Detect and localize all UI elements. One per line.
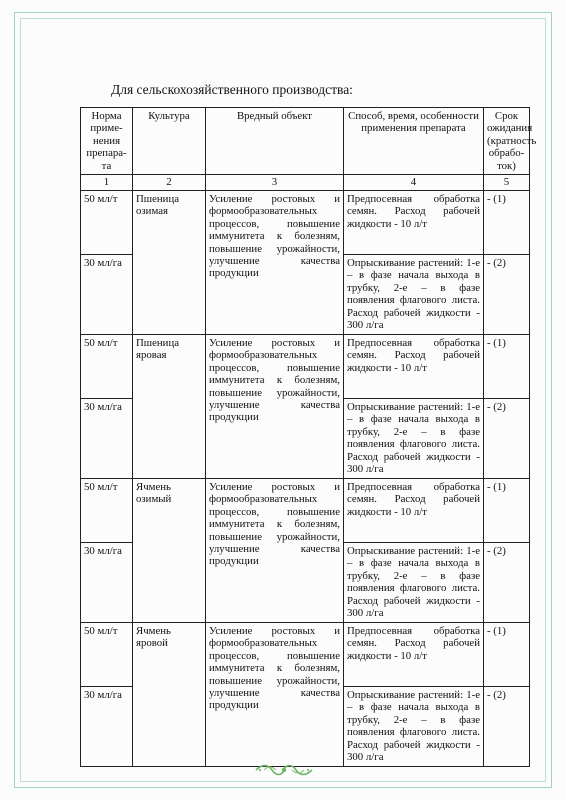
waiting-cell: - (2) (484, 543, 530, 623)
col-number: 1 (81, 175, 133, 191)
crop-cell: Ячмень яровой (133, 623, 206, 767)
method-cell: Опрыскивание растений: 1-е – в фазе начала выхода в трубку, 2-е – в фазе появления флагового листа. Расход рабочей жидкости - 300 л/га (344, 399, 484, 479)
dose-cell: 50 мл/т (81, 479, 133, 543)
ornament-icon (254, 763, 314, 777)
table-row (81, 623, 530, 687)
table-row (81, 335, 530, 399)
col-header-waiting: Срок ожидания (кратность обрабо-ток) (484, 108, 530, 175)
dose-cell: 50 мл/т (81, 623, 133, 687)
method-cell: Предпосевная обработка семян. Расход рабочей жидкости - 10 л/т (344, 335, 484, 399)
col-header-crop: Культура (133, 108, 206, 175)
table-row (81, 191, 530, 255)
table-row (81, 479, 530, 543)
target-cell: Усиление ростовых и формообразовательных процессов, повышение иммунитета к болезням, повышение урожайности, улучшение качества продукции (206, 479, 344, 623)
col-number: 4 (344, 175, 484, 191)
target-cell: Усиление ростовых и формообразовательных процессов, повышение иммунитета к болезням, повышение урожайности, улучшение качества продукции (206, 335, 344, 479)
method-cell: Предпосевная обработка семян. Расход рабочей жидкости - 10 л/т (344, 623, 484, 687)
column-number-row (81, 175, 530, 191)
dose-cell: 30 мл/га (81, 399, 133, 479)
col-header-method: Способ, время, особенности применения препарата (344, 108, 484, 175)
method-cell: Предпосевная обработка семян. Расход рабочей жидкости - 10 л/т (344, 479, 484, 543)
application-table (80, 107, 537, 767)
waiting-cell: - (1) (484, 191, 530, 255)
target-cell: Усиление ростовых и формообразовательных процессов, повышение иммунитета к болезням, повышение урожайности, улучшение качества продукции (206, 623, 344, 767)
waiting-cell: - (1) (484, 335, 530, 399)
crop-cell: Пшеница озимая (133, 191, 206, 335)
col-header-rate: Норма приме-нения препара-та (81, 108, 133, 175)
dose-cell: 50 мл/т (81, 191, 133, 255)
crop-cell: Пшеница яровая (133, 335, 206, 479)
table-header-row (81, 108, 530, 175)
col-number: 3 (206, 175, 344, 191)
dose-cell: 50 мл/т (81, 335, 133, 399)
col-header-target: Вредный объект (206, 108, 344, 175)
dose-cell: 30 мл/га (81, 255, 133, 335)
waiting-cell: - (2) (484, 687, 530, 767)
method-cell: Опрыскивание растений: 1-е – в фазе начала выхода в трубку, 2-е – в фазе появления флагового листа. Расход рабочей жидкости - 300 л/га (344, 543, 484, 623)
method-cell: Предпосевная обработка семян. Расход рабочей жидкости - 10 л/т (344, 191, 484, 255)
waiting-cell: - (1) (484, 479, 530, 543)
col-number: 5 (484, 175, 530, 191)
crop-cell: Ячмень озимый (133, 479, 206, 623)
waiting-cell: - (1) (484, 623, 530, 687)
target-cell: Усиление ростовых и формообразовательных процессов, повышение иммунитета к болезням, повышение урожайности, улучшение качества продукции (206, 191, 344, 335)
waiting-cell: - (2) (484, 255, 530, 335)
section-heading: Для сельскохозяйственного производства: (111, 82, 353, 97)
method-cell: Опрыскивание растений: 1-е – в фазе начала выхода в трубку, 2-е – в фазе появления флагового листа. Расход рабочей жидкости - 300 л/га (344, 255, 484, 335)
waiting-cell: - (2) (484, 399, 530, 479)
method-cell: Опрыскивание растений: 1-е – в фазе начала выхода в трубку, 2-е – в фазе появления флагового листа. Расход рабочей жидкости - 300 л/га (344, 687, 484, 767)
col-number: 2 (133, 175, 206, 191)
dose-cell: 30 мл/га (81, 687, 133, 767)
dose-cell: 30 мл/га (81, 543, 133, 623)
